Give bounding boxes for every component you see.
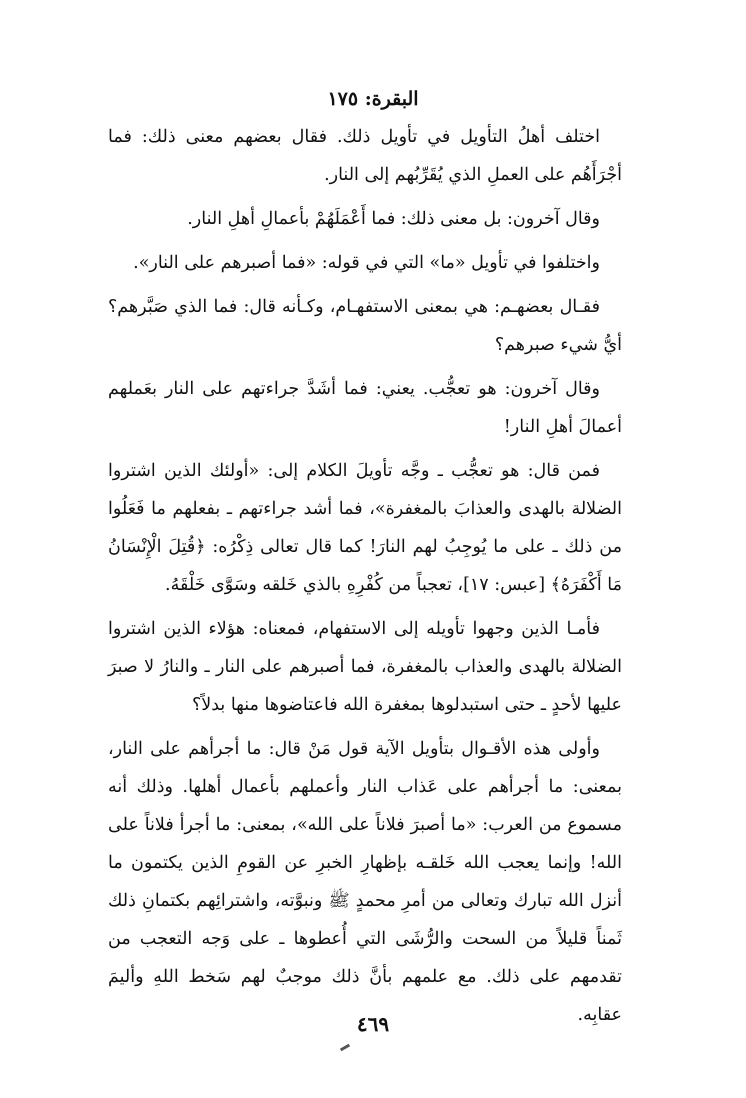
verse-number: ١٧٥ [327,88,359,110]
paragraph-3: واختلفوا في تأويل «ما» التي في قوله: «فما أصبرهم على النار». [133,253,600,273]
paragraph-8: وأولى هذه الأقـوال بتأويل الآية قول مَنْ قال: ما أجرأهم على النار، بمعنى: ما أجرأهم على عَذاب النار وأعملهم بأعمال أهلها. وذلك أنه مسموع من العرب: «ما أصبرَ فلاناً على الله»، بمعنى: ما أجرأ فلاناً على الله! وإنما يعجب الله خَلقـه بإظهارِ الخبرِ عن القومِ الذين يكتمون ما أنزل الله تبارك وتعالى من أمرِ محمدٍ ﷺ ونبوَّته، واشترائِهم بكتمانِ ذلك ثَمناً قليلاً من السحت والرُّشَى التي أُعطوها ـ على وَجه التعجب من تقدمهم على ذلك. مع علمهم بأنَّ ذلك موجبٌ لهم سَخط اللهِ وأليمَ عقابِه. [108,739,622,1025]
paragraph-2: وقال آخرون: بل معنى ذلك: فما أَعْمَلَهُمْ بأعمالِ أهلِ النار. [187,209,600,229]
paragraph-4: فقـال بعضهـم: هي بمعنى الاستفهـام، وكـأنه قال: فما الذي صَبَّرهم؟ أيُّ شيء صبرهم؟ [108,297,622,355]
surah-name: البقرة: [364,88,419,110]
paragraph-5: وقال آخرون: هو تعجُّب. يعني: فما أشَدَّ جراءتهم على النار بعَملهم أعمالَ أهلِ النار! [108,379,622,437]
page-header [0,88,746,110]
paragraph-7: فأمـا الذين وجهوا تأويله إلى الاستفهام، فمعناه: هؤلاء الذين اشتروا الضلالة بالهدى والعذاب بالمغفرة، فما أصبرهم على النار ـ والنارُ لا صبرَ عليها لأحدٍ ـ حتى استبدلوها بمغفرة الله فاعتاضوها منها بدلاً؟ [108,619,622,715]
body-text [108,118,622,1038]
print-mark [340,1044,350,1052]
paragraph-6: فمن قال: هو تعجُّب ـ وجَّه تأويلَ الكلام إلى: «أولئك الذين اشتروا الضلالة بالهدى والعذابَ بالمغفرة»، فما أشد جراءتهم ـ بفعلهم ما فَعَلُوا من ذلك ـ على ما يُوجِبُ لهم النارَ! كما قال تعالى ذِكْرُه: ﴿قُتِلَ الْإِنْسَانُ مَا أَكْفَرَهُ﴾ [عبس: ١٧]، تعجباً من كُفْرِهِ بالذي خَلقه وسَوَّى خَلْقَهُ. [108,461,622,595]
paragraph-1: اختلف أهلُ التأويل في تأويل ذلك. فقال بعضهم معنى ذلك: فما أجْرَأَهُم على العملِ الذي يُقَرِّبُهم إلى النار. [108,127,622,185]
page-number: ٤٦٩ [356,1012,390,1036]
